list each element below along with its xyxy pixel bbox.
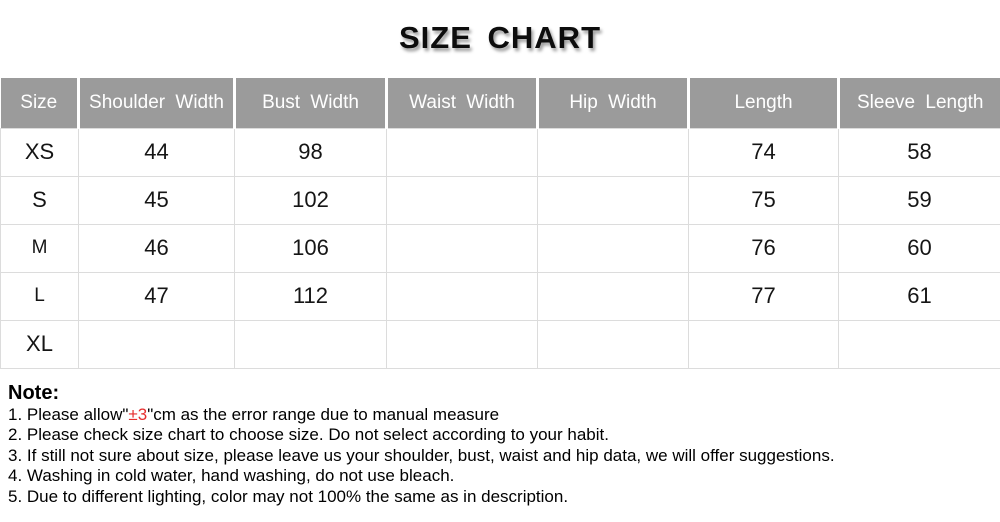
measurement-cell: 46: [79, 224, 235, 272]
measurement-cell: [538, 224, 689, 272]
measurement-cell: 44: [79, 128, 235, 176]
size-label-cell: XL: [1, 320, 79, 368]
measurement-cell: [689, 320, 839, 368]
table-row: [1, 272, 1000, 320]
measurement-cell: 61: [839, 272, 1000, 320]
note-line-1-suffix: "cm as the error range due to manual measure: [147, 404, 500, 424]
column-header-bust-width: Bust Width: [235, 78, 387, 128]
table-row: [1, 320, 1000, 368]
measurement-cell: 77: [689, 272, 839, 320]
measurement-cell: [79, 320, 235, 368]
measurement-cell: [387, 320, 538, 368]
size-label-cell: S: [1, 176, 79, 224]
header-row: [1, 78, 1000, 128]
note-heading: Note:: [8, 381, 60, 404]
measurement-cell: [235, 320, 387, 368]
measurement-cell: [387, 128, 538, 176]
note-line-2: 2. Please check size chart to choose size. Do not select according to your habit.: [8, 425, 609, 444]
table-row: [1, 128, 1000, 176]
note-line-5: 5. Due to different lighting, color may not 100% the same as in description.: [8, 486, 569, 506]
error-range-value: ±3: [128, 404, 148, 424]
note-line-1-prefix: 1. Please allow": [8, 404, 129, 424]
measurement-cell: [839, 320, 1000, 368]
size-label-cell: L: [1, 272, 79, 320]
measurement-cell: 58: [839, 128, 1000, 176]
measurement-cell: 74: [689, 128, 839, 176]
page-title: SIZE CHART: [399, 20, 601, 55]
note-line-3: 3. If still not sure about size, please leave us your shoulder, bust, waist and hip data, we will offer suggestions.: [8, 445, 835, 465]
note-line-1: [8, 405, 1000, 426]
size-label-cell: M: [1, 224, 79, 272]
measurement-cell: 75: [689, 176, 839, 224]
measurement-cell: 102: [235, 176, 387, 224]
column-header-size: Size: [1, 78, 79, 128]
table-row: [1, 224, 1000, 272]
measurement-cell: 60: [839, 224, 1000, 272]
table-body: [1, 128, 1000, 368]
column-header-waist-width: Waist Width: [387, 78, 538, 128]
measurement-cell: [387, 176, 538, 224]
note-line-4: 4. Washing in cold water, hand washing, do not use bleach.: [8, 466, 455, 485]
measurement-cell: [387, 224, 538, 272]
column-header-sleeve-length: Sleeve Length: [839, 78, 1000, 128]
measurement-cell: [538, 128, 689, 176]
size-chart-table: [0, 78, 1000, 369]
note-section: [8, 381, 1000, 508]
measurement-cell: 45: [79, 176, 235, 224]
measurement-cell: 112: [235, 272, 387, 320]
table-row: [1, 176, 1000, 224]
column-header-shoulder-width: Shoulder Width: [79, 78, 235, 128]
measurement-cell: 59: [839, 176, 1000, 224]
measurement-cell: [538, 176, 689, 224]
column-header-length: Length: [689, 78, 839, 128]
measurement-cell: 76: [689, 224, 839, 272]
column-header-hip-width: Hip Width: [538, 78, 689, 128]
table-header: [1, 78, 1000, 128]
measurement-cell: 47: [79, 272, 235, 320]
measurement-cell: [538, 272, 689, 320]
measurement-cell: [387, 272, 538, 320]
measurement-cell: 98: [235, 128, 387, 176]
measurement-cell: 106: [235, 224, 387, 272]
size-label-cell: XS: [1, 128, 79, 176]
measurement-cell: [538, 320, 689, 368]
